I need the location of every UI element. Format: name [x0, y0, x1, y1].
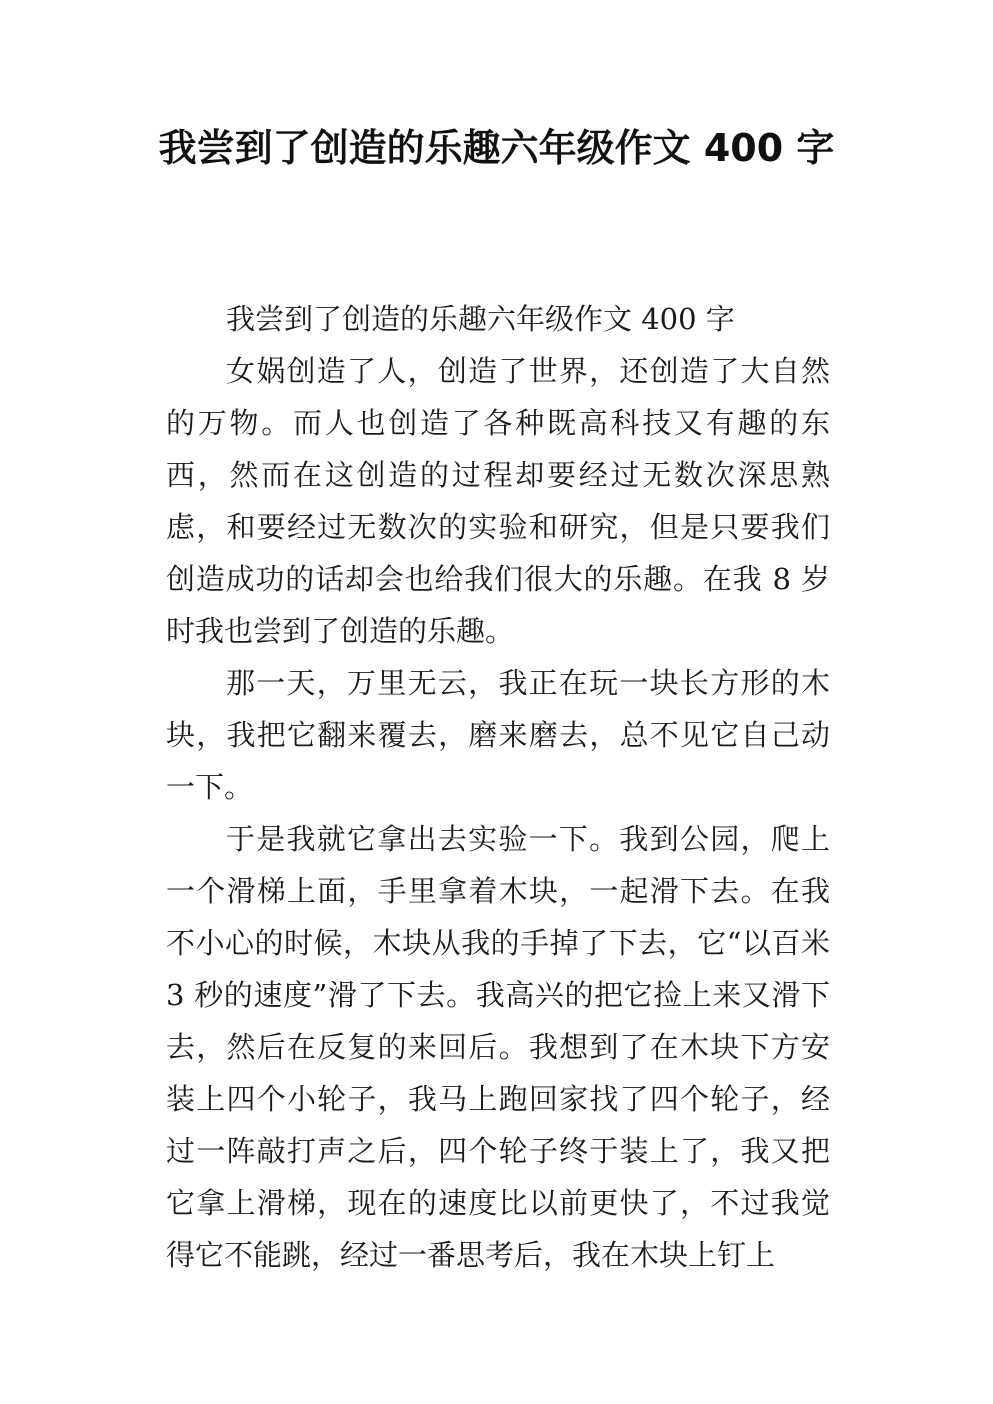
page-title: 我尝到了创造的乐趣六年级作文 400 字: [158, 126, 835, 170]
paragraph-intro: 女娲创造了人，创造了世界，还创造了大自然的万物。而人也创造了各种既高科技又有趣的东西，然而在这创造的过程却要经过无数次深思熟虑，和要经过无数次的实验和研究，但是只要我们创造成功的话却会也给我们很大的乐趣。在我 8 岁时我也尝到了创造的乐趣。: [166, 354, 830, 648]
article-body: [166, 293, 830, 1281]
paragraph-wooden-block: 那一天，万里无云，我正在玩一块长方形的木块，我把它翻来覆去，磨来磨去，总不见它自己动一下。: [166, 666, 830, 804]
paragraph-experiment: 于是我就它拿出去实验一下。我到公园，爬上一个滑梯上面，手里拿着木块，一起滑下去。在我不小心的时候，木块从我的手掉了下去，它“以百米 3 秒的速度”滑了下去。我高兴的把它捡上来又滑下去，然后在反复的来回后。我想到了在木块下方安装上四个小轮子，我马上跑回家找了四个轮子，经过一阵敲打声之后，四个轮子终于装上了，我又把它拿上滑梯，现在的速度比以前更快了，不过我觉得它不能跳，经过一番思考后，我在木块上钉上: [166, 822, 830, 1272]
paragraph-subtitle: 我尝到了创造的乐趣六年级作文 400 字: [226, 302, 735, 336]
